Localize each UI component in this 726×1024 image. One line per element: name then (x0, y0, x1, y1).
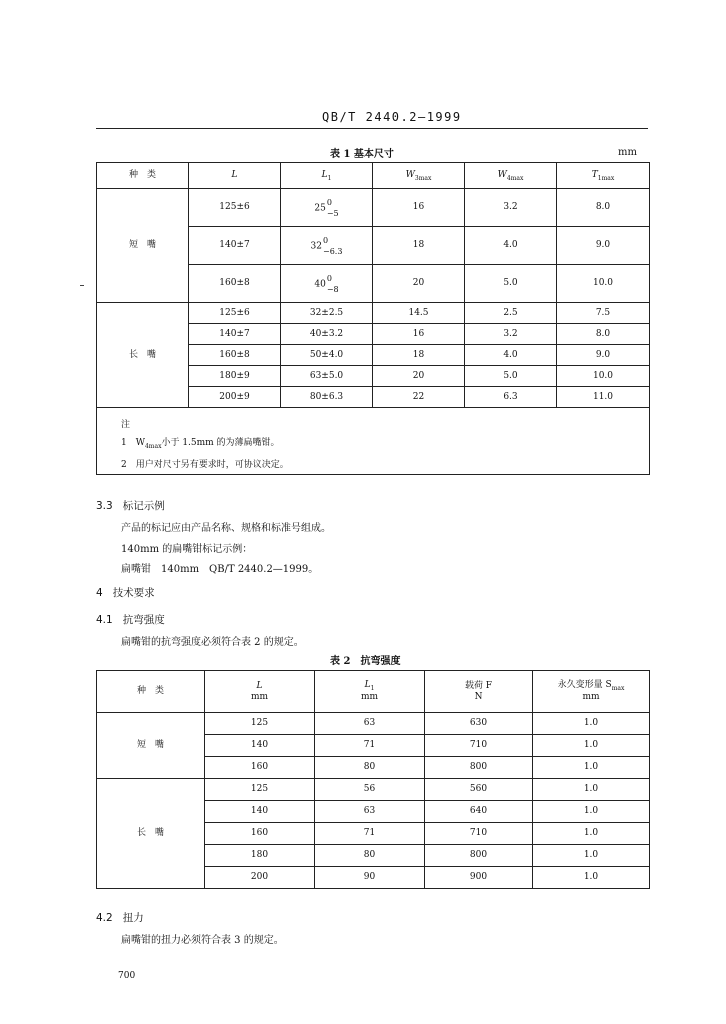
table-cell: 800 (425, 845, 533, 867)
table-cell: 80 (315, 757, 425, 779)
table-cell: 140 (205, 735, 315, 757)
table-cell: 710 (425, 823, 533, 845)
table2-header-L1: $L_1$ mm (315, 671, 425, 713)
table-cell: 1.0 (533, 713, 650, 735)
table-cell: 20 (373, 265, 465, 303)
table2-group-long: 长 嘴 (97, 779, 205, 889)
table2-header-L: L mm (205, 671, 315, 713)
table-cell: 1.0 (533, 779, 650, 801)
section-4-1-paragraph: 扁嘴钳的抗弯强度必须符合表 2 的规定。 (121, 637, 304, 648)
table1-unit: mm (618, 147, 637, 158)
section-4-2-heading: 4.2 扭力 (96, 912, 144, 924)
table-cell: 80 (315, 845, 425, 867)
table-cell: 200 (205, 867, 315, 889)
table-cell: 11.0 (557, 387, 650, 408)
table1-basic-dimensions (96, 162, 650, 475)
table1-caption: 表 1 基本尺寸 (330, 149, 394, 160)
section-3-3-paragraph-3: 扁嘴钳 140mm QB/T 2440.2—1999。 (121, 564, 319, 575)
table-cell: 3.2 (465, 324, 557, 345)
note-1: 1 $W_{4max}$小于 1.5mm 的为薄扁嘴钳。 (121, 438, 280, 450)
table-cell: 71 (315, 735, 425, 757)
table-cell: 1.0 (533, 845, 650, 867)
table-cell: 90 (315, 867, 425, 889)
table-cell-tolerance: 40 0 −8 (281, 265, 373, 303)
table-cell: 2.5 (465, 303, 557, 324)
table-cell: 80±6.3 (281, 387, 373, 408)
table-cell: 160 (205, 757, 315, 779)
scan-mark (80, 285, 84, 286)
table-cell: 20 (373, 366, 465, 387)
table-cell: 16 (373, 324, 465, 345)
table-cell: 140±7 (189, 324, 281, 345)
table-cell: 160 (205, 823, 315, 845)
table-cell: 18 (373, 227, 465, 265)
table2-group-short: 短 嘴 (97, 713, 205, 779)
table-cell: 1.0 (533, 867, 650, 889)
table-cell: 800 (425, 757, 533, 779)
table-cell: 1.0 (533, 735, 650, 757)
table-cell: 6.3 (465, 387, 557, 408)
table-cell: 10.0 (557, 366, 650, 387)
table-cell: 710 (425, 735, 533, 757)
page-number: 700 (118, 971, 136, 981)
table-cell: 140 (205, 801, 315, 823)
table1-notes (97, 408, 650, 475)
table-cell: 3.2 (465, 189, 557, 227)
table-cell: 1.0 (533, 823, 650, 845)
table-cell: 125±6 (189, 303, 281, 324)
table-cell: 16 (373, 189, 465, 227)
table-cell: 1.0 (533, 801, 650, 823)
table-cell: 5.0 (465, 265, 557, 303)
table2-header-row (97, 671, 650, 713)
table-cell: 125±6 (189, 189, 281, 227)
table2-bending-strength (96, 670, 650, 889)
table-cell: 63 (315, 801, 425, 823)
table1-header-L1: $L_1$ (281, 163, 373, 189)
table-row (97, 303, 650, 324)
section-4-1-heading: 4.1 抗弯强度 (96, 614, 165, 626)
table-cell: 63 (315, 713, 425, 735)
table-cell: 1.0 (533, 757, 650, 779)
table-row (97, 779, 650, 801)
section-3-3-paragraph-2: 140mm 的扁嘴钳标记示例： (121, 544, 253, 555)
table-cell: 7.5 (557, 303, 650, 324)
table1-header-W4max: $W_{4max}$ (465, 163, 557, 189)
table-cell-tolerance: 32 0 −6.3 (281, 227, 373, 265)
table2-caption: 表 2 抗弯强度 (330, 656, 401, 667)
table-cell: 4.0 (465, 227, 557, 265)
table1-notes-row (97, 408, 650, 475)
table-cell: 560 (425, 779, 533, 801)
table-cell: 900 (425, 867, 533, 889)
section-3-3-heading: 3.3 标记示例 (96, 500, 165, 512)
note-2: 2 用户对尺寸另有要求时，可协议决定。 (121, 459, 289, 470)
table-cell: 640 (425, 801, 533, 823)
section-4-2-paragraph: 扁嘴钳的扭力必须符合表 3 的规定。 (121, 935, 284, 946)
section-4-heading: 4 技术要求 (96, 587, 155, 599)
standard-header: QB/T 2440.2—1999 (322, 110, 462, 124)
table1-header-kind: 种 类 (97, 163, 189, 189)
table-cell: 180 (205, 845, 315, 867)
table-cell: 160±8 (189, 345, 281, 366)
table1-header-W3max: $W_{3max}$ (373, 163, 465, 189)
table-cell: 4.0 (465, 345, 557, 366)
table-cell: 8.0 (557, 324, 650, 345)
table-cell: 32±2.5 (281, 303, 373, 324)
table1-header-L: L (189, 163, 281, 189)
table-cell: 10.0 (557, 265, 650, 303)
table-cell: 125 (205, 779, 315, 801)
table-cell: 140±7 (189, 227, 281, 265)
table-cell: 40±3.2 (281, 324, 373, 345)
table1-header-T1max: $T_{1max}$ (557, 163, 650, 189)
table-cell: 180±9 (189, 366, 281, 387)
header-rule (96, 128, 648, 129)
table-cell: 630 (425, 713, 533, 735)
table2-header-kind: 种 类 (97, 671, 205, 713)
table-cell: 56 (315, 779, 425, 801)
table-cell: 5.0 (465, 366, 557, 387)
table-cell: 9.0 (557, 227, 650, 265)
table-cell: 200±9 (189, 387, 281, 408)
table-cell: 50±4.0 (281, 345, 373, 366)
table-cell: 22 (373, 387, 465, 408)
table-cell: 71 (315, 823, 425, 845)
table-row (97, 713, 650, 735)
table2-header-deformation: 永久变形量 $S_{max}$ mm (533, 671, 650, 713)
table-cell: 8.0 (557, 189, 650, 227)
table1-header-row (97, 163, 650, 189)
table-cell: 14.5 (373, 303, 465, 324)
table-cell: 9.0 (557, 345, 650, 366)
table1-group-long: 长 嘴 (97, 303, 189, 408)
table1-group-short: 短 嘴 (97, 189, 189, 303)
table-cell: 125 (205, 713, 315, 735)
table-cell: 63±5.0 (281, 366, 373, 387)
section-3-3-paragraph-1: 产品的标记应由产品名称、规格和标准号组成。 (121, 523, 331, 534)
table-cell-tolerance: 25 0 −5 (281, 189, 373, 227)
notes-title: 注 (121, 420, 131, 430)
table-cell: 18 (373, 345, 465, 366)
table-row (97, 189, 650, 227)
table-cell: 160±8 (189, 265, 281, 303)
table2-header-load: 载荷 F N (425, 671, 533, 713)
